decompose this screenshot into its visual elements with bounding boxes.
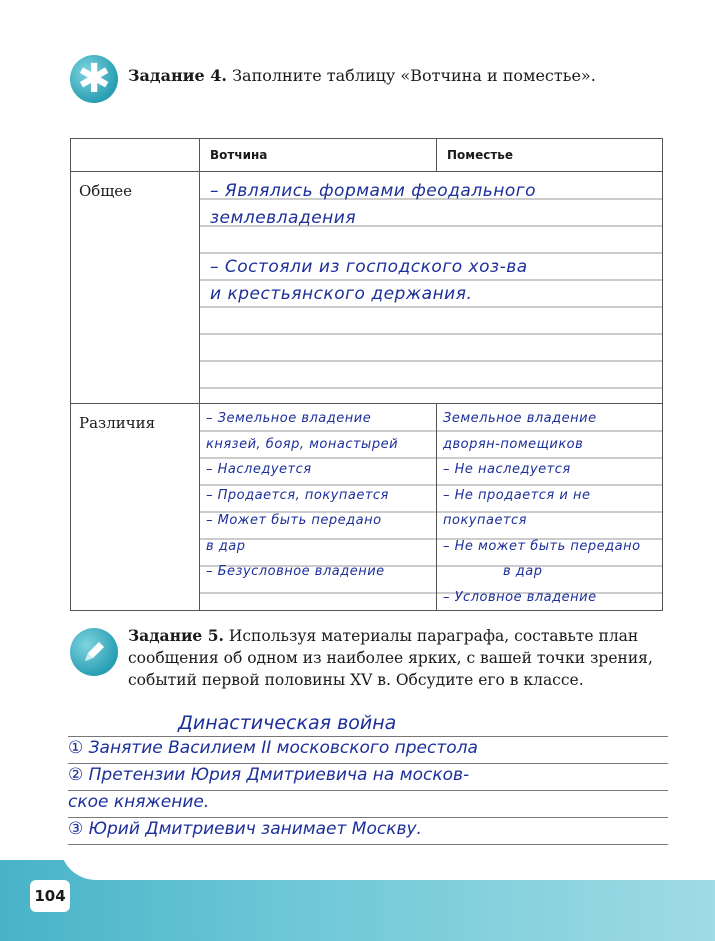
task4-text: Заполните таблицу «Вотчина и поместье». [232, 66, 596, 85]
votchina-diff-cell [200, 404, 437, 611]
answer-rule [68, 790, 668, 791]
pomestie-line: – Условное владение [443, 589, 597, 605]
common-line: землевладения [210, 208, 357, 228]
row-diff-label: Различия [71, 404, 200, 611]
row-common-label: Общее [71, 172, 200, 404]
answer-rule [68, 844, 668, 845]
common-line: и крестьянского держания. [210, 284, 473, 304]
votchina-table [70, 138, 663, 611]
task5-text: Используя материалы параграфа, составьте план сообщения об одном из наиболее ярких, с вашей точки зрения, событий первой половины XV в. Обсудите его в классе. [128, 627, 653, 689]
answer-rule [68, 736, 668, 737]
answer-rule [68, 817, 668, 818]
answer-area [68, 708, 668, 858]
votchina-line: князей, бояр, монастырей [206, 436, 399, 452]
votchina-line: в дар [206, 538, 246, 554]
pomestie-line: – Не продается и не покупается [443, 487, 591, 528]
votchina-line: – Безусловное владение [206, 564, 385, 579]
common-cell [200, 172, 663, 404]
pomestie-line: Земельное владение [443, 411, 597, 426]
task5-text-block [128, 625, 668, 691]
task4-title [128, 66, 596, 85]
pomestie-line: – Не наследуется [443, 462, 571, 477]
answer-rule [68, 763, 668, 764]
pomestie-line: – Не может быть передано [443, 538, 641, 554]
pomestie-diff-cell [437, 404, 663, 611]
asterisk-icon: ✱ [70, 55, 118, 103]
votchina-line: – Может быть передано [206, 513, 382, 528]
corner-cell [71, 139, 200, 172]
votchina-line: – Наследуется [206, 462, 312, 477]
answer-line-2: ② Претензии Юрия Дмитриевича на москов- [68, 765, 470, 785]
votchina-line: – Продается, покупается [206, 487, 389, 503]
common-line: – Состояли из господского хоз-ва [210, 257, 528, 277]
header-pomestie: Поместье [437, 139, 663, 172]
answer-line-1: ① Занятие Василием II московского престола [68, 738, 478, 758]
task4-label: Задание 4. [128, 66, 227, 85]
answer-line-4: ③ Юрий Дмитриевич занимает Москву. [68, 819, 422, 839]
page-number: 104 [30, 880, 70, 912]
pen-icon [70, 628, 118, 676]
task5-label: Задание 5. [128, 626, 224, 645]
answer-heading: Династическая война [178, 712, 397, 734]
header-votchina: Вотчина [200, 139, 437, 172]
common-line: – Являлись формами феодального [210, 181, 537, 201]
pomestie-line: в дар [503, 564, 543, 579]
answer-line-3: ское княжение. [68, 792, 210, 812]
votchina-line: – Земельное владение [206, 411, 372, 426]
pomestie-line: дворян-помещиков [443, 436, 584, 452]
